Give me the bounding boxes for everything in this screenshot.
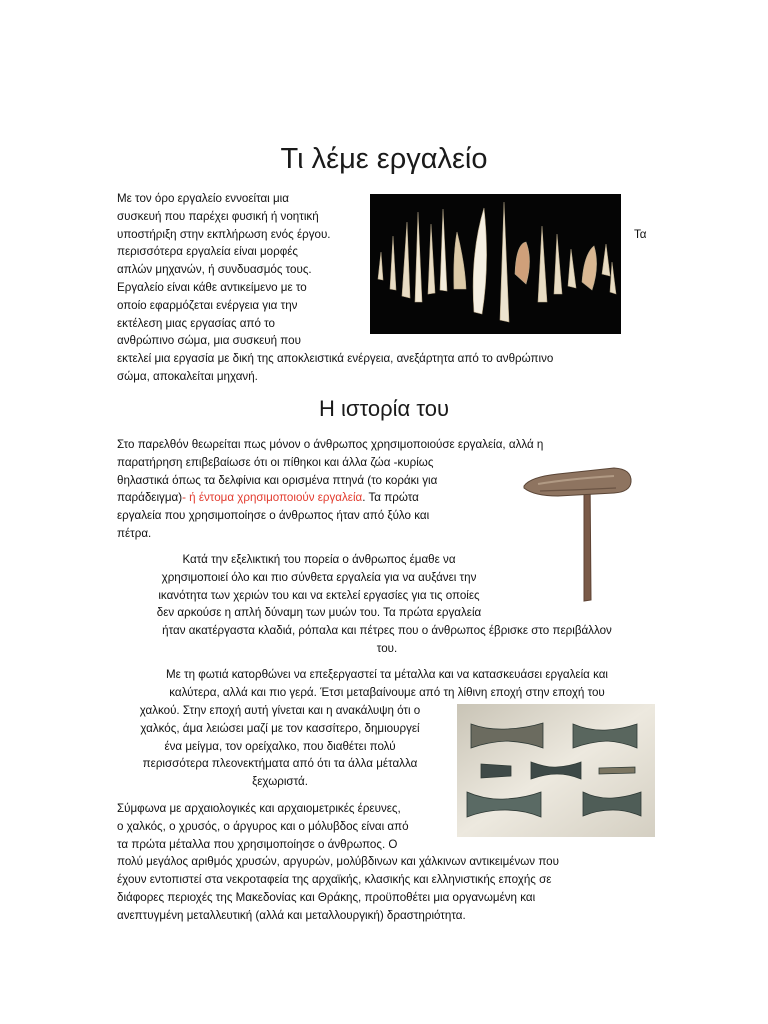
history-p3-line: χαλκού. Στην εποχή αυτή γίνεται και η ανακάλυψη ότι ο <box>139 704 421 717</box>
history-p2-line: Κατά την εξελικτική του πορεία ο άνθρωπος έμαθε να <box>182 553 456 566</box>
history-p4-line: ανεπτυγμένη μεταλλευτική (αλλά και μεταλλουργική) δραστηριότητα. <box>117 908 466 922</box>
history-p2-line: χρησιμοποιεί όλο και πιο σύνθετα εργαλεία για να αυξάνει την <box>161 570 477 584</box>
history-p4-line: έχουν εντοπιστεί στα νεκροταφεία της αρχαϊκής, κλασικής και ελληνιστικής εποχής σε <box>117 873 552 887</box>
history-p4-line: πολύ μεγάλος αριθμός χρυσών, αργυρών, μολύβδινων και χάλκινων αντικειμένων που <box>117 855 559 869</box>
history-paragraph-1 <box>117 436 543 543</box>
history-p1-line: θηλαστικά όπως τα δελφίνια και ορισμένα πτηνά (το κοράκι για <box>117 473 438 487</box>
intro-line: οποίο εφαρμόζεται ενέργεια για την <box>117 298 298 312</box>
intro-line: Εργαλείο είναι κάθε αντικείμενο με το <box>117 280 307 294</box>
history-p4-line: τα πρώτα μέταλλα που χρησιμοποίησε ο άνθρωπος. Ο <box>117 837 398 851</box>
history-p4-line: ο χαλκός, ο χρυσός, ο άργυρος και ο μόλυβδος είναι από <box>117 819 409 833</box>
history-p1-line <box>117 489 543 507</box>
history-p4-line: Σύμφωνα με αρχαιολογικές και αρχαιομετρικές έρευνες, <box>117 802 401 815</box>
history-p4-line: διάφορες περιοχές της Μακεδονίας και Θράκης, προϋποθέτει μια οργανωμένη και <box>117 890 536 904</box>
history-paragraph-2 <box>117 551 521 622</box>
intro-line: υποστήριξη στην εκπλήρωση ενός έργου. <box>117 227 331 241</box>
history-p1-text: . Τα πρώτα <box>362 491 419 505</box>
page-title: Τι λέμε εργαλείο <box>280 143 488 175</box>
history-heading: Η ιστορία του <box>319 396 449 421</box>
history-p1-line: πέτρα. <box>117 526 152 540</box>
history-paragraph-3-cont <box>117 702 443 791</box>
history-p1-line: εργαλεία που χρησιμοποίησε ο άνθρωπος ήταν από ξύλο και <box>117 509 430 523</box>
history-paragraph-4 <box>117 800 559 925</box>
intro-line: απλών μηχανών, ή συνδυασμός τους. <box>117 263 312 277</box>
history-paragraph-2-end <box>117 622 657 658</box>
wooden-tool-image <box>518 460 636 605</box>
history-p2-line: ικανότητα των χεριών του και να εκτελεί εργασίες για τις οποίες <box>158 588 480 602</box>
intro-line: ανθρώπινο σώμα, μια συσκευή που <box>117 334 301 348</box>
intro-line: περισσότερα εργαλεία είναι μορφές <box>117 245 298 259</box>
history-p3-line: χαλκός, άμα λειώσει μαζί με τον κασσίτερο, δημιουργεί <box>140 721 420 735</box>
intro-line: εκτελεί μια εργασία με δική της αποκλειστικά ενέργεια, ανεξάρτητα από το ανθρώπινο <box>117 352 554 366</box>
intro-line: Με τον όρο εργαλείο εννοείται μια <box>117 192 289 205</box>
history-p1-line: παρατήρηση επιβεβαίωσε ότι οι πίθηκοι και άλλα ζώα -κυρίως <box>117 455 434 469</box>
history-p1-text: παράδειγμα) <box>117 491 183 505</box>
history-p2-line: ήταν ακατέργαστα κλαδιά, ρόπαλα και πέτρες που ο άνθρωπος έβρισκε στο περιβάλλον <box>162 624 612 637</box>
history-p3-line: καλύτερα, αλλά και πιο γερά. Έτσι μεταβαίνουμε από τη λίθινη εποχή στην εποχή του <box>169 685 605 699</box>
history-p3-line: ένα μείγμα, τον ορείχαλκο, που διαθέτει πολύ <box>164 739 396 753</box>
history-p1-line: Στο παρελθόν θεωρείται πως μόνον ο άνθρωπος χρησιμοποιούσε εργαλεία, αλλά η <box>117 438 544 451</box>
bone-tools-image <box>370 194 621 334</box>
intro-line: συσκευή που παρέχει φυσική ή νοητική <box>117 209 319 223</box>
history-p2-line: δεν αρκούσε η απλή δύναμη των μυών του. Τα πρώτα εργαλεία <box>156 606 482 620</box>
intro-line: εκτέλεση μιας εργασίας από το <box>117 316 276 330</box>
history-paragraph-3 <box>117 666 657 702</box>
intro-side-word: Τα <box>634 228 647 241</box>
history-p2-line: του. <box>376 641 398 655</box>
insects-highlight: - ή έντομα χρησιμοποιούν εργαλεία <box>182 491 363 505</box>
history-p3-line: Με τη φωτιά κατορθώνει να επεξεργαστεί τα μέταλλα και να κατασκευάσει εργαλεία και <box>165 668 609 681</box>
history-p3-line: περισσότερα πλεονεκτήματα από ότι τα άλλα μέταλλα <box>142 757 418 771</box>
intro-line: σώμα, αποκαλείται μηχανή. <box>117 369 258 383</box>
history-p3-line: ξεχωριστά. <box>252 775 308 789</box>
